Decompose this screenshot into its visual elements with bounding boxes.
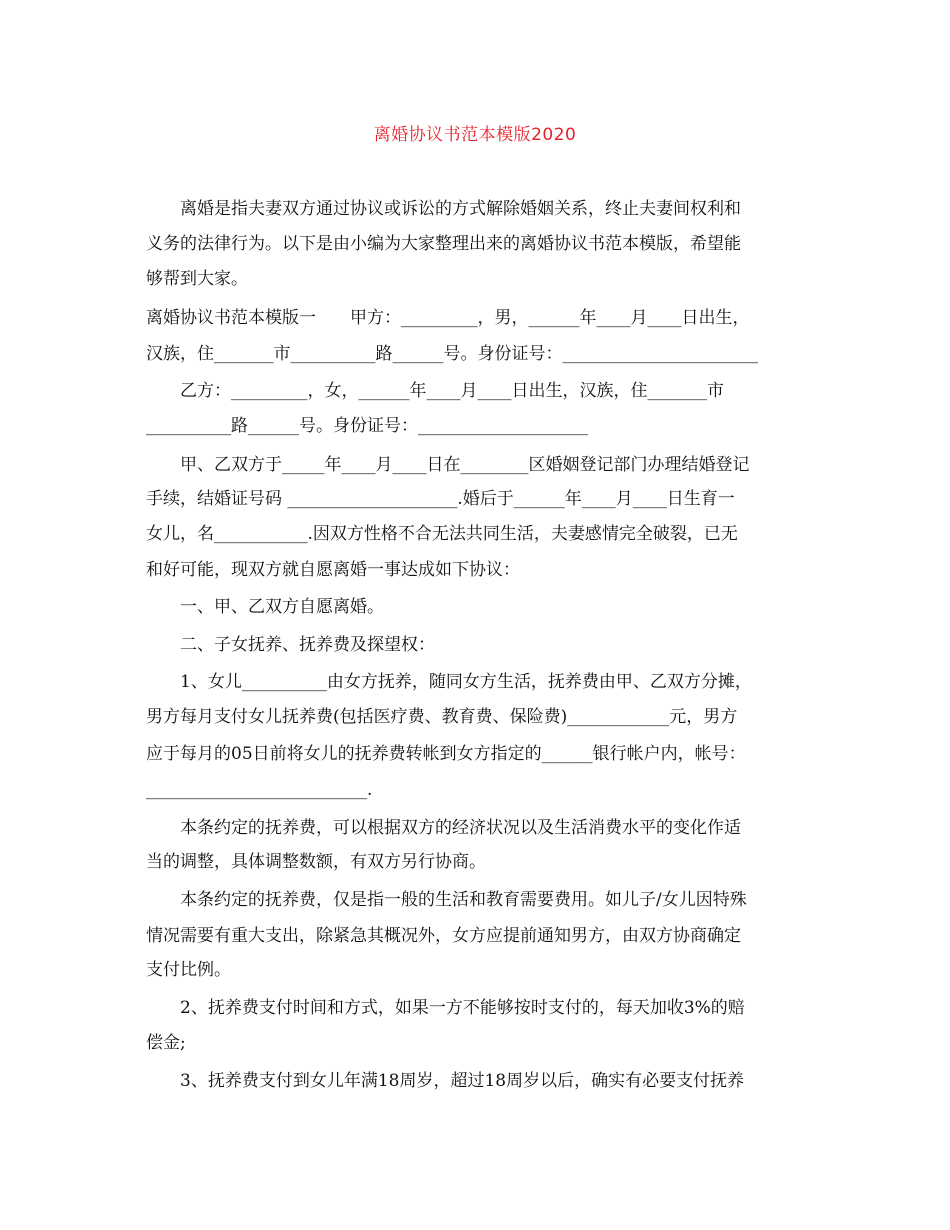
body-line: 本条约定的抚养费，仅是指一般的生活和教育需要费用。如儿子/女儿因特殊 <box>146 890 747 910</box>
body-line: 男方每月支付女儿抚养费(包括医疗费、教育费、保险费)____________元，男方 <box>146 707 738 727</box>
body-line: __________路______号。身份证号：____________________ <box>146 416 588 436</box>
body-line: 二、子女抚养、抚养费及探望权： <box>146 635 435 655</box>
body-line: 当的调整，具体调整数额，有双方另行协商。 <box>146 852 486 872</box>
body-line: 应于每月的05日前将女儿的抚养费转帐到女方指定的______银行帐户内，帐号： <box>146 744 746 764</box>
body-line: 离婚是指夫妻双方通过协议或诉讼的方式解除婚姻关系，终止夫妻间权利和 <box>146 199 741 219</box>
body-line: 1、女儿__________由女方抚养，随同女方生活，抚养费由甲、乙双方分摊， <box>146 672 752 692</box>
body-line: 3、抚养费支付到女儿年满18周岁，超过18周岁以后，确实有必要支付抚养 <box>146 1071 745 1091</box>
body-line: 离婚协议书范本模版一 甲方：_________，男，______年____月____日出生， <box>146 308 750 328</box>
body-line: 女儿，名___________.因双方性格不合无法共同生活，夫妻感情完全破裂，已无 <box>146 524 738 544</box>
body-line: 够帮到大家。 <box>146 269 248 289</box>
body-line: 2、抚养费支付时间和方式，如果一方不能够按时支付的，每天加收3%的赔 <box>146 998 745 1018</box>
body-line: 手续，结婚证号码 ____________________.婚后于______年____月____日生育一 <box>146 489 735 509</box>
body-line: 本条约定的抚养费，可以根据双方的经济状况以及生活消费水平的变化作适 <box>146 818 741 838</box>
body-line: 义务的法律行为。以下是由小编为大家整理出来的离婚协议书范本模版，希望能 <box>146 234 741 254</box>
body-line: 情况需要有重大支出，除紧急其概况外，女方应提前通知男方，由双方协商确定 <box>146 926 741 946</box>
body-line: 和好可能，现双方就自愿离婚一事达成如下协议： <box>146 560 520 580</box>
body-line: 汉族，住_______市__________路______号。身份证号：_______________________ <box>146 344 758 364</box>
body-line: __________________________. <box>146 780 373 800</box>
body-line: 偿金; <box>146 1033 186 1053</box>
document-title: 离婚协议书范本模版2020 <box>373 125 577 145</box>
body-line: 一、甲、乙双方自愿离婚。 <box>146 597 384 617</box>
body-line: 甲、乙双方于_____年____月____日在________区婚姻登记部门办理结婚登记 <box>146 455 750 475</box>
body-line: 乙方：_________，女，______年____月____日出生，汉族，住_______市 <box>146 381 724 401</box>
body-line: 支付比例。 <box>146 960 231 980</box>
